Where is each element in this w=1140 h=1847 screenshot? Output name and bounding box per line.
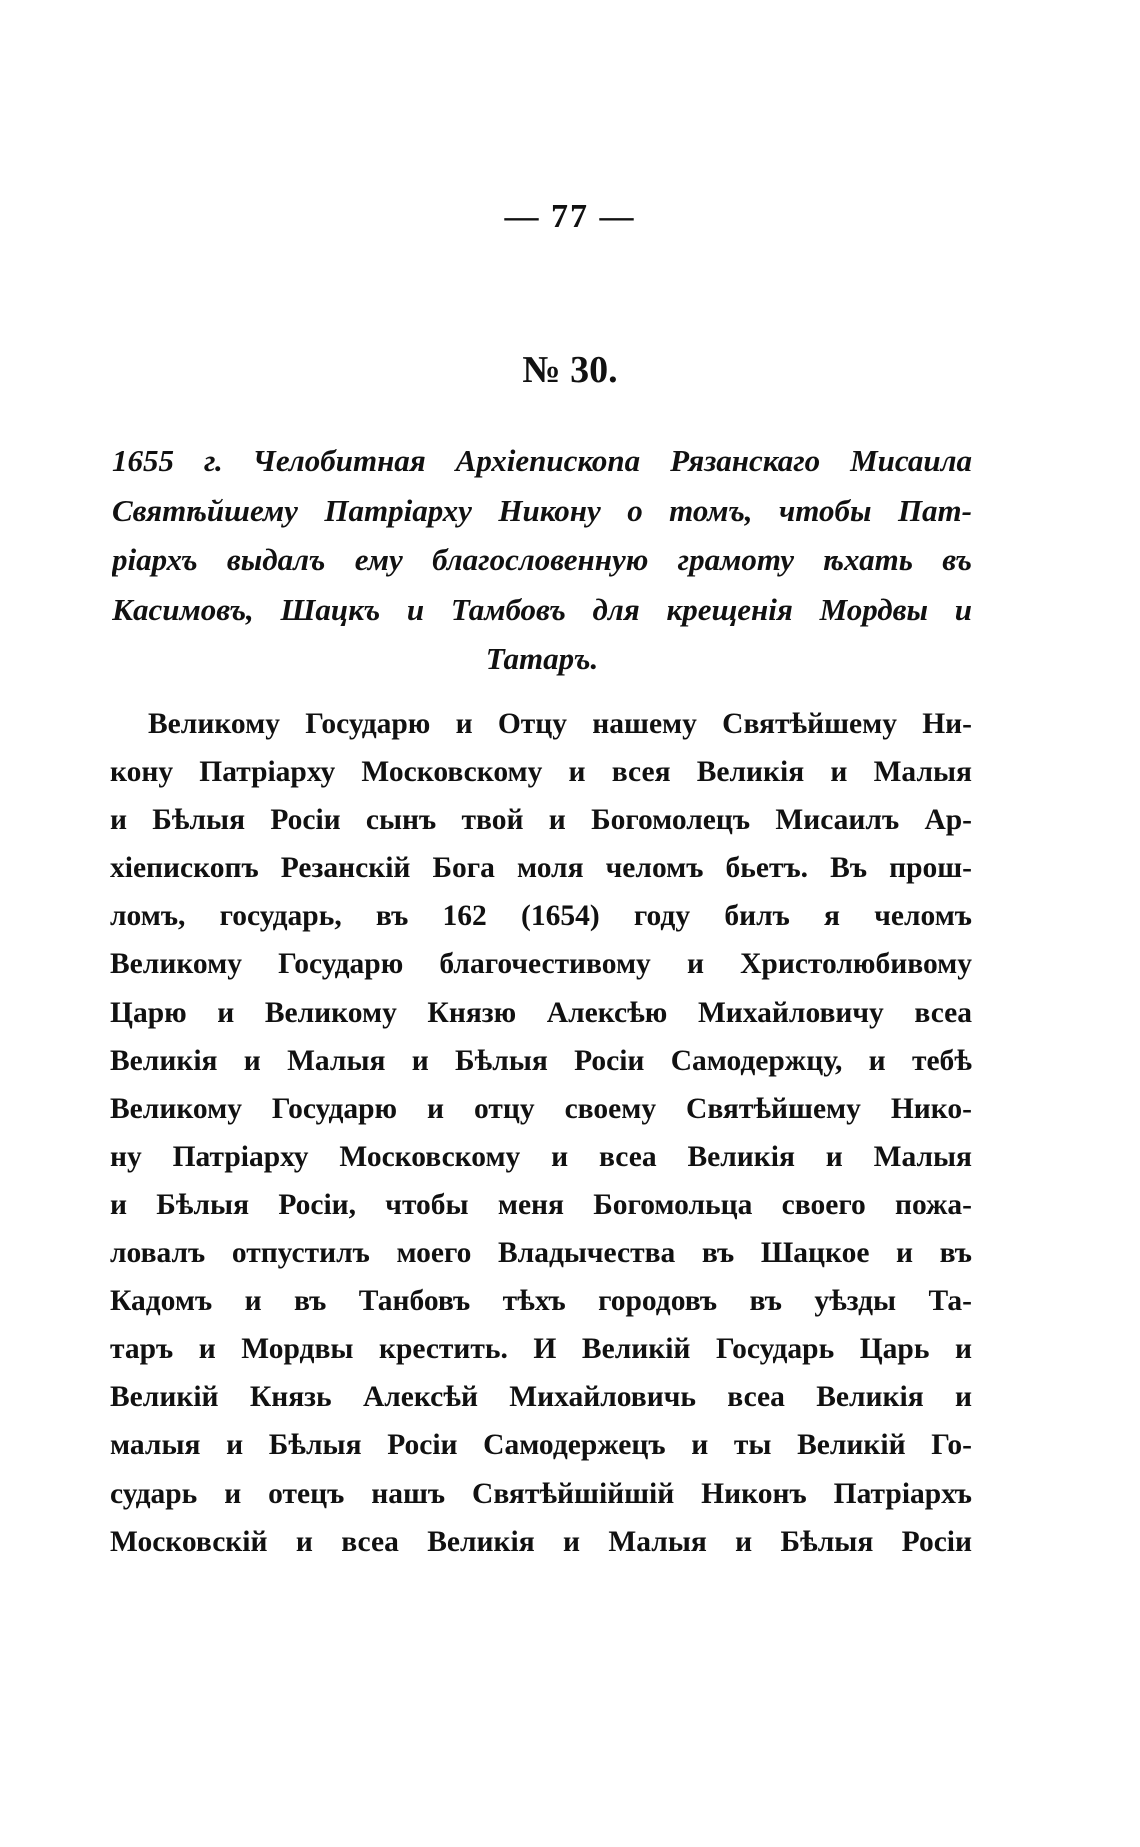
heading-line: Татаръ. — [485, 641, 599, 676]
body-line: и Бѣлыя Росіи, чтобы меня Богомольца своего пожа- — [110, 1188, 972, 1221]
page-number: — 77 — — [504, 198, 636, 235]
body-line: кону Патріарху Московскому и всея Великія и Малыя — [110, 756, 972, 789]
body-line: ну Патріарху Московскому и всеа Великія и Малыя — [110, 1140, 972, 1173]
document-number: № 30. — [522, 349, 618, 391]
body-line: Великому Государю и отцу своему Святѣйшему Нико- — [110, 1092, 972, 1125]
body-line: Царю и Великому Князю Алексѣю Михайловичу всеа — [110, 996, 972, 1029]
body-line: хіепископъ Резанскій Бога моля челомъ бьетъ. Въ прош- — [110, 852, 972, 885]
body-line: ловалъ отпустилъ моего Владычества въ Шацкое и въ — [110, 1237, 972, 1270]
body-line: малыя и Бѣлыя Росіи Самодержецъ и ты Великій Го- — [110, 1429, 972, 1462]
body-line: ломъ, государь, въ 162 (1654) году билъ я челомъ — [110, 900, 972, 933]
body-line: таръ и Мордвы крестить. И Великій Государь Царь и — [110, 1333, 972, 1366]
body-line: сударь и отецъ нашъ Святѣйшійшій Никонъ Патріархъ — [110, 1477, 972, 1510]
body-line: Великій Князь Алексѣй Михайловичь всеа Великія и — [110, 1381, 972, 1414]
body-line: Кадомъ и въ Танбовъ тѣхъ городовъ въ уѣзды Та- — [110, 1285, 972, 1318]
heading-line: Касимовъ, Шацкъ и Тамбовъ для крещенія Мордвы и — [112, 591, 972, 627]
heading-line: 1655 г. Челобитная Архіепископа Рязанскаго Мисаила — [112, 443, 972, 478]
heading-line: Святѣйшему Патріарху Никону о томъ, чтобы Пат- — [112, 492, 972, 528]
body-paragraph — [110, 700, 972, 1566]
body-line: Великія и Малыя и Бѣлыя Росіи Самодержцу, и тебѣ — [110, 1044, 972, 1077]
body-line: Великому Государю и Отцу нашему Святѣйшему Ни- — [148, 708, 972, 740]
heading-line: ріархъ выдалъ ему благословенную грамоту ѣхать въ — [112, 542, 972, 577]
body-line: Московскій и всеа Великія и Малыя и Бѣлыя Росіи — [110, 1525, 972, 1558]
body-line: и Бѣлыя Росіи сынъ твой и Богомолецъ Мисаилъ Ар- — [110, 804, 972, 837]
document-heading — [112, 436, 972, 684]
body-line: Великому Государю благочестивому и Христолюбивому — [110, 948, 972, 981]
